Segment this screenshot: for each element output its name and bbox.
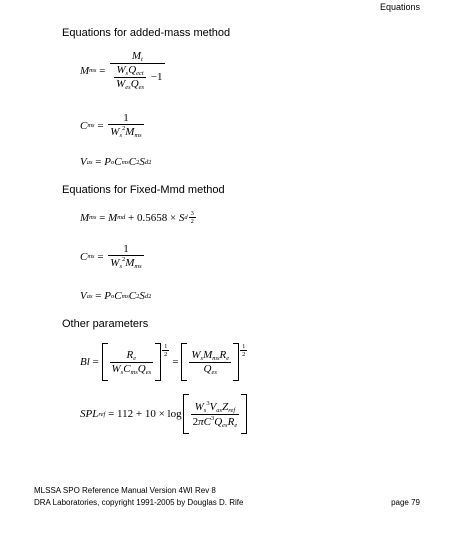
equation-vas-fixed-mmd: V as = P o C ms C 2 S d 2 [80, 290, 152, 302]
section-heading-fixed-mmd: Equations for Fixed-Mmd method [62, 184, 225, 196]
equation-vas-added-mass: V as = P o C ms C 2 S d 2 [80, 156, 152, 168]
running-header: Equations [379, 2, 420, 12]
section-heading-other: Other parameters [62, 318, 149, 330]
equation-mms-added-mass: M ms = $M_t$ $\frac{W_sQ_{ect}}{W_{es}Q_{es}}$ −1 [80, 50, 163, 91]
equation-spl-ref: SPL ref = 112 + 10 × log $\frac{W_s^3V_{as}Z_{ref}}{2\pi C^3Q_{es}R_e}$ [80, 394, 247, 434]
equation-mms-fixed-mmd: M ms = M md + 0.5658 × S d $\frac{3}{2}$ [80, 210, 194, 225]
footer-copyright: DRA Laboratories, copyright 1991-2005 by Douglas D. Rife [34, 498, 244, 507]
equation-bl: Bl = $\frac{R_e}{W_sC_{ms}Q_{es}}$ $\frac{1}{2}$ = $\frac{W_sM_{ms}R_e}{Q_{es}}$ $\frac{1}{2}$ [80, 343, 247, 381]
equation-cms-added-mass: C ms = $\frac{1}{W_s^2M_{ms}}$ [80, 112, 142, 139]
footer-manual-title: MLSSA SPO Reference Manual Version 4WI Rev 8 [34, 486, 216, 495]
page-number: page 79 [391, 498, 420, 507]
section-heading-added-mass: Equations for added-mass method [62, 27, 231, 39]
equation-cms-fixed-mmd: C ms = $\frac{1}{W_s^2M_{ms}}$ [80, 243, 142, 270]
